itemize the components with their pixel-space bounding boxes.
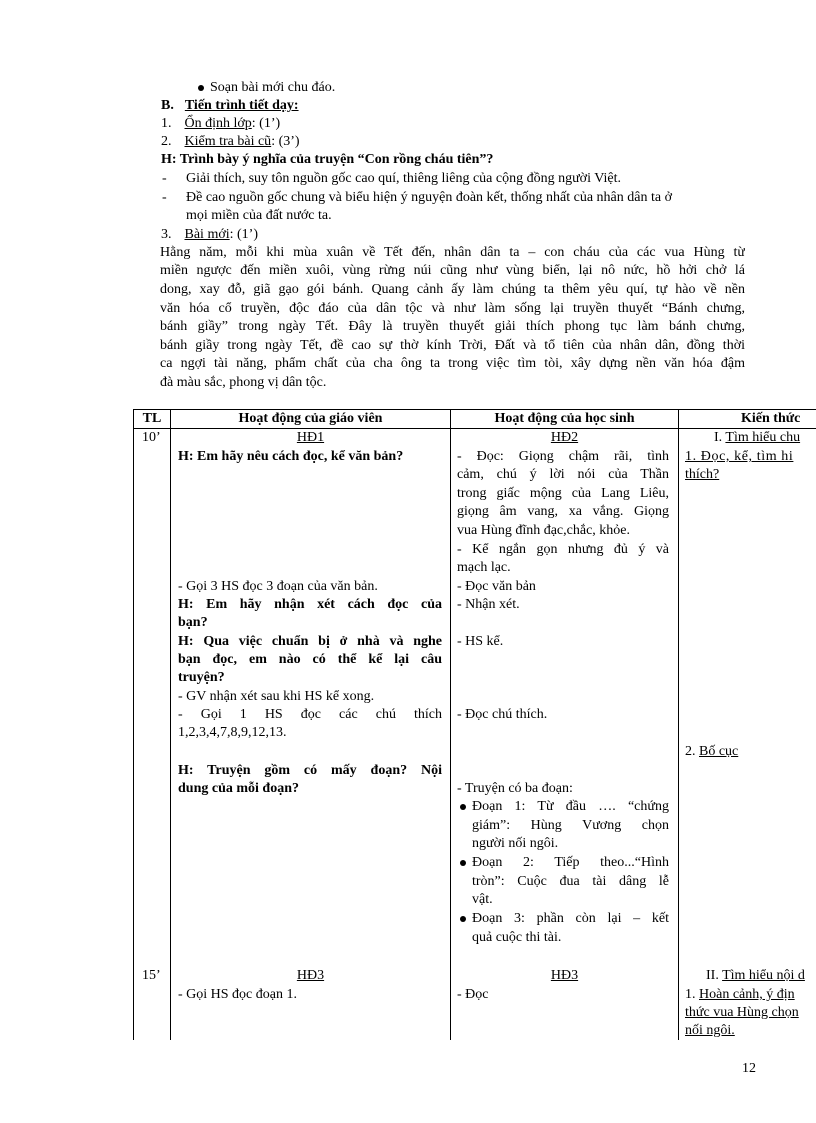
header-student: Hoạt động của học sinh (494, 411, 635, 426)
knowledge-3 (685, 743, 738, 761)
intro-line-6: bánh giầy trong ngày Tết, đề cao sự thờ kính Trời, Đất và tổ tiên của nhân dân, đồng thời (160, 338, 745, 353)
intro-line-7: ca ngợi tài năng, phẩm chất của cha ông ta trong việc tìm tòi, xây dựng nền văn hóa đậm (160, 356, 745, 371)
table-left-border (133, 409, 134, 1040)
bullet-prepare (198, 79, 335, 97)
knowledge-1-prefix: I. (714, 430, 726, 445)
teacher-question-3-line-2: bạn đọc, em nào có thể kể lại câu (178, 652, 442, 667)
knowledge-2-line-2: thích? (685, 467, 720, 482)
knowledge-3-title: Bố cục (699, 744, 739, 759)
item-1-number: 1. (161, 116, 172, 131)
time-cell-1: 10’ (142, 430, 161, 445)
teacher-question-3-line-1: H: Qua việc chuẩn bị ở nhà và nghe (178, 634, 442, 649)
student-reply-1-line-4: giọng âm vang, xa vắng. Giọng (457, 504, 669, 519)
student-reply-6: - Đọc chú thích. (457, 707, 548, 722)
student-reply-1-line-3: trong giấc mộng của Lang Liêu, (457, 486, 669, 501)
knowledge-4-title: Tìm hiểu nội d (722, 968, 805, 983)
teacher-task-3-line-2: 1,2,3,4,7,8,9,12,13. (178, 725, 287, 740)
teacher-hd1: HĐ1 (296, 430, 325, 445)
answer-2-line-1: Đề cao nguồn gốc chung và biểu hiện ý nguyện đoàn kết, thống nhất của nhân dân ta ở (186, 190, 672, 205)
answer-2-line-2: mọi miền của đất nước ta. (186, 208, 332, 223)
item-1-title: Ổn định lớp (184, 116, 252, 131)
student-part-3-line-2: quả cuộc thi tài. (472, 930, 562, 945)
student-part-3-line-1: Đoạn 3: phần còn lại – kết (472, 911, 669, 926)
student-part-1-line-3: người nối ngôi. (472, 836, 559, 851)
knowledge-5-line-2: thức vua Hùng chọn (685, 1005, 799, 1020)
student-part-2-line-2: tròn”: Cuộc đua tài dâng lễ (472, 874, 669, 889)
knowledge-5-line-1 (685, 986, 795, 1004)
intro-line-2: miền ngược đến miền xuôi, vùng rừng núi cũng như vùng biển, lại nô nức, hồ hởi chở lá (160, 263, 745, 278)
answer-1-dash: - (162, 171, 167, 186)
header-knowledge: Kiến thức (741, 411, 801, 426)
teacher-hd3: HĐ3 (296, 968, 325, 983)
item-2-title: Kiểm tra bài cũ (184, 134, 272, 149)
bullet-icon (460, 916, 466, 922)
item-1-time: : (1’) (251, 116, 281, 131)
answer-1: Giải thích, suy tôn nguồn gốc cao quí, thiêng liêng của cộng đồng người Việt. (186, 171, 621, 186)
bullet-icon (198, 85, 204, 91)
review-question: H: Trình bày ý nghĩa của truyện “Con rồng cháu tiên”? (161, 152, 494, 167)
knowledge-4 (706, 967, 805, 985)
knowledge-1 (714, 429, 800, 447)
teacher-question-3-line-3: truyện? (178, 670, 225, 685)
bullet-prepare-text: Soạn bài mới chu đáo. (210, 80, 336, 95)
teacher-question-4-line-1: H: Truyện gồm có mấy đoạn? Nội (178, 763, 442, 778)
intro-line-1: Hằng năm, mỗi khi mùa xuân về Tết đến, nhân dân ta – con cháu của các vua Hùng từ (160, 245, 745, 260)
intro-line-4: văn hóa cổ truyền, độc đáo của dân tộc và như làm sống lại truyền thuyết “Bánh chưng, (160, 301, 745, 316)
knowledge-column (679, 429, 816, 1040)
student-hd3: HĐ3 (550, 968, 579, 983)
teacher-task-3-line-1: - Gọi 1 HS đọc các chú thích (178, 707, 442, 722)
student-reply-1-line-1: - Đọc: Giọng chậm rãi, tình (457, 449, 669, 464)
student-reply-1-line-2: cảm, chú ý lời nói của Thần (457, 467, 669, 482)
student-reply-4: - Nhận xét. (457, 597, 520, 612)
header-teacher: Hoạt động của giáo viên (238, 411, 383, 426)
student-reply-5: - HS kể. (457, 634, 504, 649)
teacher-question-1: H: Em hãy nêu cách đọc, kể văn bản? (178, 449, 404, 464)
student-hd2: HĐ2 (550, 430, 579, 445)
student-part-2-line-1: Đoạn 2: Tiếp theo...“Hình (472, 855, 669, 870)
item-2-number: 2. (161, 134, 172, 149)
knowledge-5-prefix: 1. (685, 987, 699, 1002)
section-b-heading (161, 97, 299, 115)
item-3 (161, 226, 258, 244)
header-tl: TL (142, 411, 162, 426)
student-part-2-line-3: vật. (472, 892, 493, 907)
knowledge-2-line-1: 1. Đọc, kể, tìm hi (685, 449, 794, 464)
student-reply-8: - Đọc (457, 987, 489, 1002)
intro-line-3: dong, xay đỗ, giã gạo gói bánh. Quang cảnh ấy làm chúng ta thêm yêu quí, tự hào về nền (160, 282, 745, 297)
teacher-question-2-line-1: H: Em hãy nhận xét cách đọc của (178, 597, 442, 612)
teacher-question-2-line-2: bạn? (178, 615, 208, 630)
item-1 (161, 115, 280, 133)
item-2 (161, 133, 300, 151)
intro-line-5: bánh giầy” trong ngày Tết. Đây là truyền thuyết giải thích phong tục làm bánh chưng, (160, 319, 745, 334)
teacher-task-4: - Gọi HS đọc đoạn 1. (178, 987, 297, 1002)
teacher-task-2: - GV nhận xét sau khi HS kể xong. (178, 689, 375, 704)
section-b-number: B. (161, 98, 174, 113)
answer-2-dash: - (162, 190, 167, 205)
student-part-1-line-2: giám”: Hùng Vương chọn (472, 818, 669, 833)
student-part-1-line-1: Đoạn 1: Từ đầu …. “chứng (472, 799, 669, 814)
time-cell-2: 15’ (142, 968, 161, 983)
student-reply-1-line-5: vua Hùng đĩnh đạc,chắc, khỏe. (457, 523, 630, 538)
teacher-task-1: - Gọi 3 HS đọc 3 đoạn của văn bản. (178, 579, 378, 594)
student-reply-2-line-1: - Kể ngắn gọn nhưng đủ ý và (457, 542, 669, 557)
bullet-icon (460, 804, 466, 810)
student-reply-2-line-2: mạch lạc. (457, 560, 511, 575)
item-3-number: 3. (161, 227, 172, 242)
student-reply-7: - Truyện có ba đoạn: (457, 781, 573, 796)
item-3-time: : (1’) (229, 227, 259, 242)
section-b-title: Tiến trình tiết dạy: (184, 98, 299, 113)
knowledge-4-prefix: II. (706, 968, 723, 983)
table-col-divider-1 (170, 409, 171, 1040)
knowledge-5-line-3: nối ngôi. (685, 1023, 735, 1038)
bullet-icon (460, 860, 466, 866)
knowledge-5-title: Hoàn cảnh, ý địn (699, 987, 795, 1002)
item-2-time: : (3’) (271, 134, 300, 149)
intro-line-8: đà màu sắc, phong vị dân tộc. (160, 375, 327, 390)
knowledge-3-prefix: 2. (685, 744, 699, 759)
knowledge-1-title: Tìm hiểu chu (725, 430, 801, 445)
teacher-question-4-line-2: dung của mỗi đoạn? (178, 781, 299, 796)
student-reply-3: - Đọc văn bản (457, 579, 536, 594)
page-number: 12 (742, 1061, 756, 1076)
item-3-title: Bài mới (184, 227, 230, 242)
table-col-divider-2 (450, 409, 451, 1040)
